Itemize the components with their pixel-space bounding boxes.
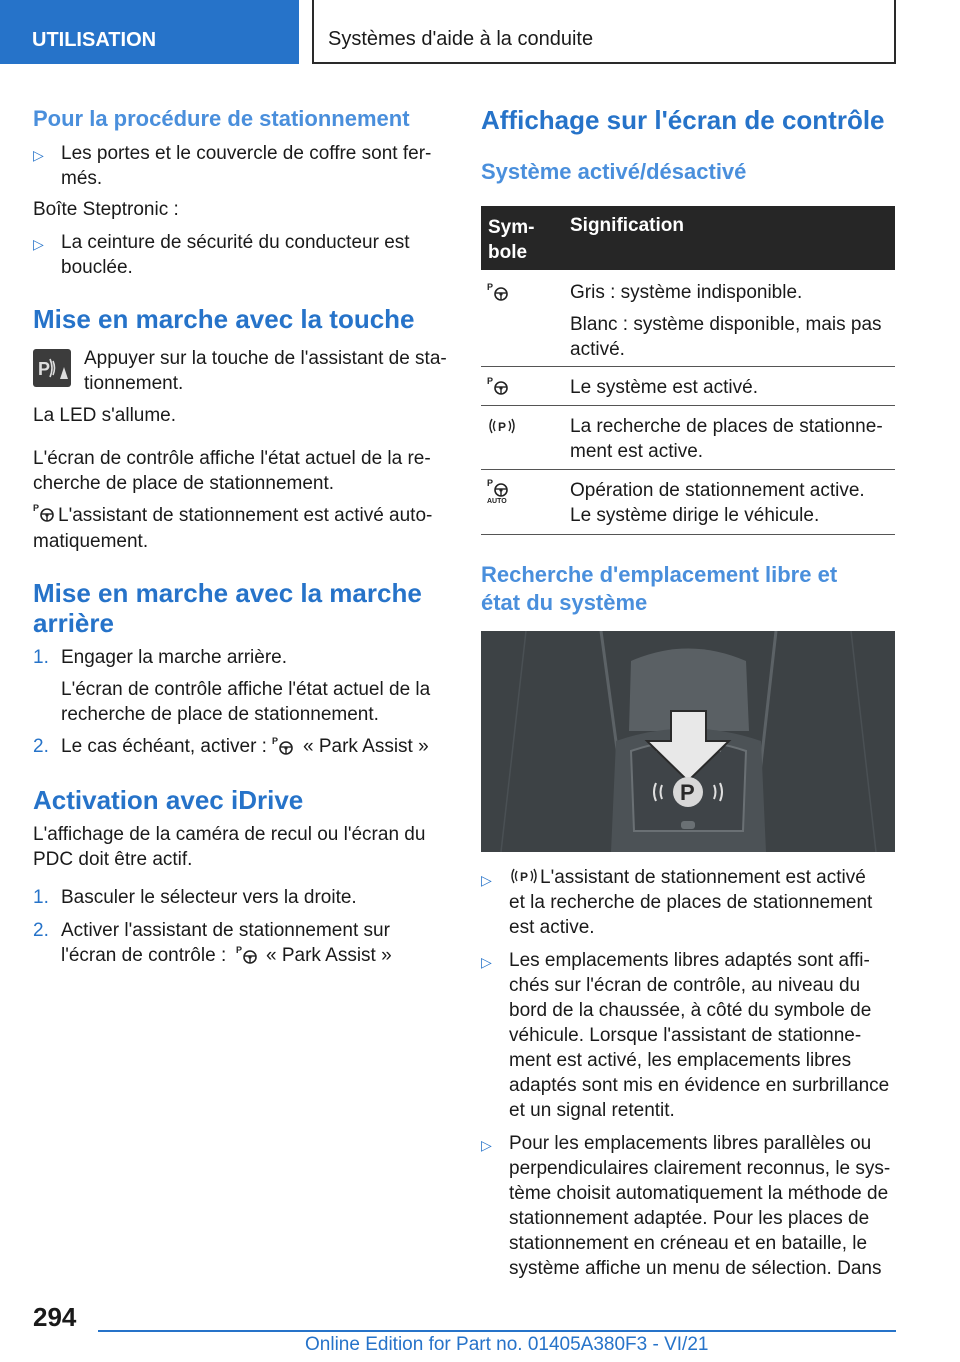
step-number: 1. — [33, 647, 49, 668]
search-bullet-2-line-1: Les emplacements libres adaptés sont affi- — [509, 950, 870, 971]
table-row — [481, 367, 895, 406]
auto-label: AUTO — [487, 498, 507, 505]
bullet-triangle-icon: ▷ — [481, 872, 492, 888]
step-number: 2. — [33, 736, 49, 757]
button-para-4-line-2: matiquement. — [33, 531, 149, 552]
procedure-bullet-2-line-2: bouclée. — [61, 257, 133, 278]
procedure-bullet-1-line-2: més. — [61, 168, 103, 189]
search-bullet-3-line-5: stationnement en créneau et en bataille, le — [509, 1233, 868, 1254]
chapter-title: Systèmes d'aide à la conduite — [312, 0, 896, 64]
row-4-meaning-line-2: Le système dirige le véhicule. — [570, 505, 820, 526]
button-para-3-line-1: L'écran de contrôle affiche l'état actuel de la re- — [33, 448, 431, 469]
search-bullet-3-line-2: perpendiculaires clairement reconnus, le sys- — [509, 1158, 891, 1179]
search-bullet-2-line-3: bord de la chaussée, à côté du symbole de — [509, 1000, 872, 1021]
idrive-step-2-line-1: Activer l'assistant de stationnement sur — [61, 920, 390, 941]
table-row — [481, 270, 895, 367]
bullet-triangle-icon: ▷ — [33, 147, 44, 163]
search-bullet-1-line-3: est active. — [509, 917, 595, 938]
search-bullet-2-line-2: chés sur l'écran de contrôle, au niveau du — [509, 975, 861, 996]
bullet-triangle-icon: ▷ — [481, 954, 492, 970]
search-bullet-2-line-5: ment est activé, les emplacements libres — [509, 1050, 852, 1071]
reverse-start-heading-line-1: Mise en marche avec la marche — [33, 578, 422, 608]
procedure-bullet-2-line-1: La ceinture de sécurité du conducteur est — [61, 232, 410, 253]
search-bullet-2-line-7: et un signal retentit. — [509, 1100, 675, 1121]
button-para-1-line-2: tionnement. — [84, 373, 184, 394]
page-number: 294 — [33, 1302, 77, 1332]
button-para-3-line-2: cherche de place de stationnement. — [33, 473, 335, 494]
column-symbol-header-line-1: Sym- — [488, 217, 535, 238]
parking-search-icon — [487, 416, 517, 436]
table-header — [481, 206, 895, 270]
search-heading-line-1: Recherche d'emplacement libre et — [481, 562, 838, 587]
idrive-para-line-1: L'affichage de la caméra de recul ou l'écran du — [33, 824, 426, 845]
column-meaning-header: Signification — [570, 215, 684, 236]
table-row — [481, 406, 895, 470]
column-symbol-header — [488, 215, 558, 265]
reverse-step-1b-line-2: recherche de place de stationnement. — [61, 704, 379, 725]
park-assist-menu-label: « Park Assist » — [303, 736, 429, 757]
step-number: 2. — [33, 920, 49, 941]
reverse-step-1b-line-1: L'écran de contrôle affiche l'état actuel de la — [61, 679, 431, 700]
search-bullet-3-line-1: Pour les emplacements libres parallèles ou — [509, 1133, 872, 1154]
park-assist-auto-icon — [487, 478, 511, 498]
bullet-triangle-icon: ▷ — [33, 236, 44, 252]
procedure-bullet-1-line-1: Les portes et le couvercle de coffre sont fer- — [61, 143, 432, 164]
park-assist-symbol-icon — [236, 945, 260, 965]
footer-divider — [98, 1330, 896, 1332]
row-1-meaning-a: Gris : système indisponible. — [570, 282, 803, 303]
illustration-p-label: P — [680, 780, 695, 805]
system-status-heading: Système activé/désactivé — [481, 159, 747, 184]
idrive-para-line-2: PDC doit être actif. — [33, 849, 193, 870]
reverse-step-2-text: Le cas échéant, activer : — [61, 736, 267, 757]
park-assist-active-icon — [487, 376, 511, 396]
parking-search-illustration — [481, 631, 895, 852]
row-3-meaning-line-1: La recherche de places de stationne- — [570, 416, 883, 437]
row-1-meaning-b-line-1: Blanc : système disponible, mais pas — [570, 314, 882, 335]
search-bullet-2-line-6: adaptés sont mis en évidence en surbrillance — [509, 1075, 890, 1096]
symbol-table — [481, 206, 895, 535]
table-row — [481, 470, 895, 535]
procedure-heading: Pour la procédure de stationnement — [33, 106, 410, 131]
idrive-heading: Activation avec iDrive — [33, 785, 304, 815]
button-start-heading: Mise en marche avec la touche — [33, 304, 415, 334]
park-assist-symbol-icon — [487, 282, 511, 302]
park-assist-button-icon — [33, 349, 71, 387]
park-assist-menu-label: « Park Assist » — [266, 945, 392, 966]
park-assist-symbol-icon — [33, 503, 57, 523]
parking-search-icon — [509, 866, 539, 886]
step-number: 1. — [33, 887, 49, 908]
button-para-1-line-1: Appuyer sur la touche de l'assistant de sta- — [84, 348, 447, 369]
display-heading: Affichage sur l'écran de contrôle — [481, 105, 885, 135]
steptronic-label: Boîte Steptronic : — [33, 199, 179, 220]
edition-footer: Online Edition for Part no. 01405A380F3 - VI/21 — [305, 1334, 709, 1355]
idrive-step-2-text: l'écran de contrôle : — [61, 945, 227, 966]
row-1-meaning-b-line-2: activé. — [570, 339, 625, 360]
search-bullet-3-line-3: tème choisit automatiquement la méthode de — [509, 1183, 889, 1204]
search-bullet-2-line-4: véhicule. Lorsque l'assistant de stationne- — [509, 1025, 862, 1046]
row-2-meaning: Le système est activé. — [570, 377, 758, 398]
search-bullet-1-line-2: et la recherche de places de stationnement — [509, 892, 873, 913]
reverse-start-heading-line-2: arrière — [33, 608, 114, 638]
button-para-4-line-1: L'assistant de stationnement est activé auto- — [58, 505, 433, 526]
search-bullet-1-line-1: L'assistant de stationnement est activé — [540, 867, 866, 888]
section-tab: UTILISATION — [0, 0, 299, 64]
park-assist-symbol-icon — [272, 736, 296, 756]
search-heading-line-2: état du système — [481, 590, 648, 615]
column-symbol-header-line-2: bole — [488, 242, 528, 263]
button-para-2: La LED s'allume. — [33, 405, 177, 426]
svg-text:P: P — [38, 359, 51, 379]
search-bullet-3-line-6: système affiche un menu de sélection. Dans — [509, 1258, 882, 1279]
row-4-meaning-line-1: Opération de stationnement active. — [570, 480, 865, 501]
idrive-step-1: Basculer le sélecteur vers la droite. — [61, 887, 357, 908]
bullet-triangle-icon: ▷ — [481, 1137, 492, 1153]
row-3-meaning-line-2: ment est active. — [570, 441, 704, 462]
search-bullet-3-line-4: stationnement adaptée. Pour les places de — [509, 1208, 870, 1229]
reverse-step-1: Engager la marche arrière. — [61, 647, 287, 668]
